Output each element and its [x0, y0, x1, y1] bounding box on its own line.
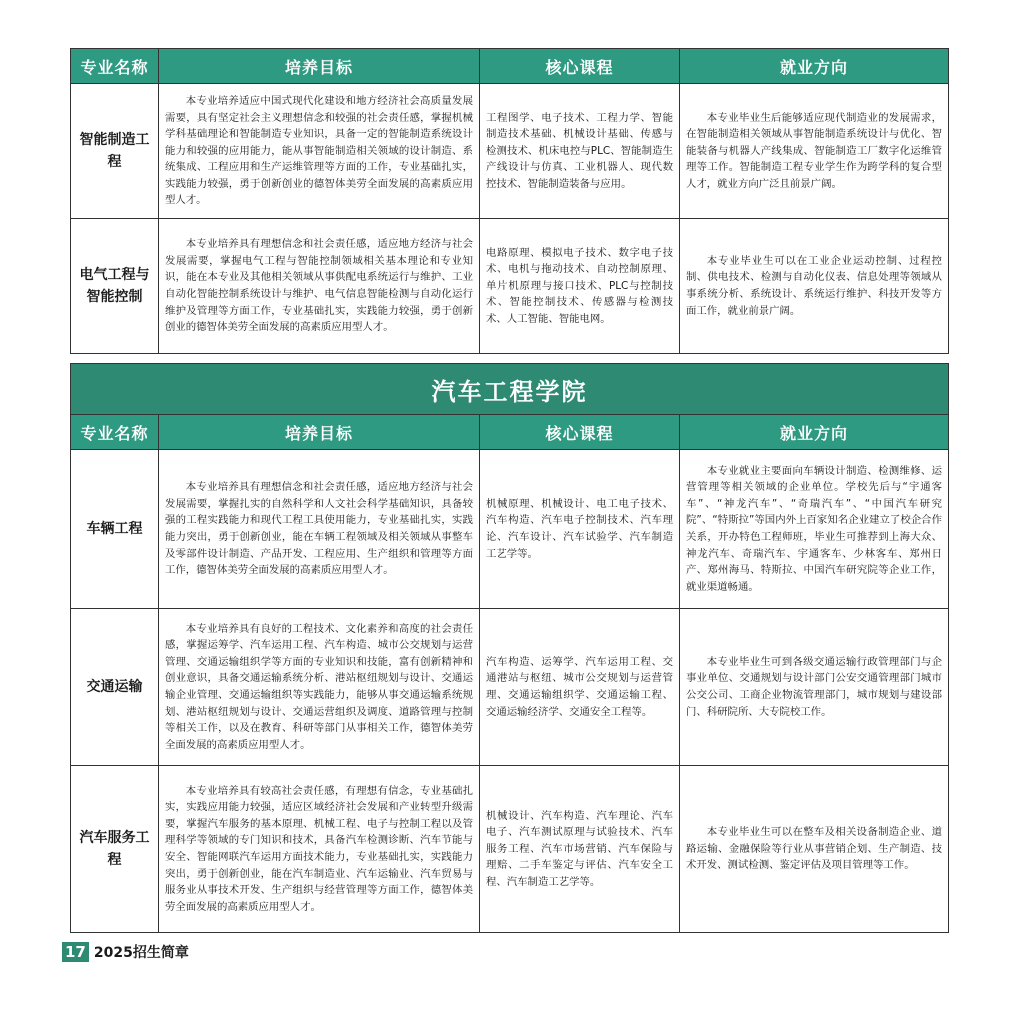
- table-row: [71, 219, 949, 354]
- career-direction: 本专业毕业生后能够适应现代制造业的发展需求，在智能制造相关领域从事智能制造系统设计与优化、智能装备与机器人产线集成、智能制造工厂数字化运维管理等工作。智能制造工程专业学生作为跨学科的复合型人才，就业方向广泛且前景广阔。: [680, 84, 949, 219]
- table-row: [71, 450, 949, 609]
- header-row: [71, 49, 949, 84]
- core-courses: 机械设计、汽车构造、汽车理论、汽车电子、汽车测试原理与试验技术、汽车服务工程、汽车市场营销、汽车保险与理赔、二手车鉴定与评估、汽车安全工程、汽车制造工艺学等。: [480, 766, 680, 933]
- training-goal: 本专业培养具有较高社会责任感，有理想有信念，专业基础扎实，实践应用能力较强，适应区域经济社会发展和产业转型升级需要，掌握汽车服务的基本原理、机械工程、电子与控制工程以及管理科学等领域的专门知识和技术，具备汽车检测诊断、汽车节能与安全、智能网联汽车运用方面技术能力，专业基础扎实，实践能力突出，勇于创新创业，能在汽车制造业、汽车运输业、汽车贸易与服务业从事技术开发、生产组织与经营管理等方面工作，德智体美劳全面发展的高素质应用型人才。: [159, 766, 480, 933]
- header-major-name: 专业名称: [71, 49, 159, 84]
- training-goal: 本专业培养具有良好的工程技术、文化素养和高度的社会责任感，掌握运筹学、汽车运用工程、汽车构造、城市公交规划与运营管理、交通运输组织学等方面的专业知识和技能，富有创新精神和创业意识，具备交通运输系统分析、港站枢纽规划与设计、交通运输企业管理、交通运输组织等实践能力，能够从事交通运输系统规划、港站枢纽规划与设计、交通运营组织及调度、道路管理与控制等相关工作，以及在教育、科研等部门从事相关工作，德智体美劳全面发展的高素质应用型人才。: [159, 609, 480, 766]
- training-goal: 本专业培养具有理想信念和社会责任感，适应地方经济与社会发展需要，掌握扎实的自然科学和人文社会科学基础知识，具备较强的工程实践能力和现代工程工具使用能力，专业基础扎实，实践能力突出，勇于创新创业，能在车辆工程领域及相关领域从事整车及零部件设计制造、产品开发、工程应用、生产组织和管理等方面工作，德智体美劳全面发展的高素质应用型人才。: [159, 450, 480, 609]
- training-goal: 本专业培养适应中国式现代化建设和地方经济社会高质量发展需要，具有坚定社会主义理想信念和较强的社会责任感，掌握机械学科基础理论和智能制造专业知识，具备一定的智能制造系统设计能力和较强的应用能力，能从事智能制造相关领域的设计制造、系统集成、工程应用和生产运维管理等方面的工作，专业基础扎实，实践能力较强，勇于创新创业的德智体美劳全面发展的高素质应用型人才。: [159, 84, 480, 219]
- core-courses: 工程图学、电子技术、工程力学、智能制造技术基础、机械设计基础、传感与检测技术、机床电控与PLC、智能制造生产线设计与仿真、工业机器人、现代数控技术、智能制造装备与应用。: [480, 84, 680, 219]
- header-career-direction: 就业方向: [680, 415, 949, 450]
- page-footer: [62, 942, 189, 962]
- career-direction: 本专业就业主要面向车辆设计制造、检测维修、运营管理等相关领域的企业单位。学校先后与“宇通客车”、“神龙汽车”、“奇瑞汽车”、“中国汽车研究院”、“特斯拉”等国内外上百家知名企业建立了校企合作关系，开办特色工程师班，毕业生可推荐到上海大众、神龙汽车、奇瑞汽车、宇通客车、少林客车、郑州日产、郑州海马、特斯拉、中国汽车研究院等企业工作，就业渠道畅通。: [680, 450, 949, 609]
- core-courses: 机械原理、机械设计、电工电子技术、汽车构造、汽车电子控制技术、汽车理论、汽车设计、汽车试验学、汽车制造工艺学等。: [480, 450, 680, 609]
- section-title: 汽车工程学院: [71, 364, 949, 415]
- table-row: [71, 84, 949, 219]
- major-name: 汽车服务工程: [71, 766, 159, 933]
- header-career-direction: 就业方向: [680, 49, 949, 84]
- core-courses: 电路原理、模拟电子技术、数字电子技术、电机与拖动技术、自动控制原理、单片机原理与接口技术、PLC与控制技术、智能控制技术、传感器与检测技术、人工智能、智能电网。: [480, 219, 680, 354]
- header-major-name: 专业名称: [71, 415, 159, 450]
- core-courses: 汽车构造、运筹学、汽车运用工程、交通港站与枢纽、城市公交规划与运营管理、交通运输组织学、交通运输工程、交通运输经济学、交通安全工程等。: [480, 609, 680, 766]
- section-title-row: [71, 364, 949, 415]
- major-name: 车辆工程: [71, 450, 159, 609]
- table-row: [71, 609, 949, 766]
- major-name: 交通运输: [71, 609, 159, 766]
- page-number: 17: [62, 942, 89, 962]
- major-name: 电气工程与智能控制: [71, 219, 159, 354]
- header-row: [71, 415, 949, 450]
- header-training-goal: 培养目标: [159, 49, 480, 84]
- major-name: 智能制造工程: [71, 84, 159, 219]
- table-row: [71, 766, 949, 933]
- program-table-1: [70, 48, 949, 354]
- brochure-title: 2025招生简章: [93, 945, 189, 961]
- career-direction: 本专业毕业生可以在工业企业运动控制、过程控制、供电技术、检测与自动化仪表、信息处理等领域从事系统分析、系统设计、系统运行维护、科技开发等方面工作，就业前景广阔。: [680, 219, 949, 354]
- career-direction: 本专业毕业生可到各级交通运输行政管理部门与企事业单位、交通规划与设计部门公安交通管理部门城市公交公司、工商企业物流管理部门，城市规划与建设部门、科研院所、大专院校工作。: [680, 609, 949, 766]
- training-goal: 本专业培养具有理想信念和社会责任感，适应地方经济与社会发展需要，掌握电气工程与智能控制领域相关基本理论和专业知识，能在本专业及其他相关领域从事供配电系统运行与维护、工业自动化智能控制系统设计与维护、电气信息智能检测与自动化运行维护及管理等方面工作，专业基础扎实，实践能力较强，勇于创新创业的德智体美劳全面发展的高素质应用型人才。: [159, 219, 480, 354]
- header-core-courses: 核心课程: [480, 49, 680, 84]
- header-training-goal: 培养目标: [159, 415, 480, 450]
- header-core-courses: 核心课程: [480, 415, 680, 450]
- program-table-2: [70, 363, 949, 933]
- career-direction: 本专业毕业生可以在整车及相关设备制造企业、道路运输、金融保险等行业从事营销企划、生产制造、技术开发、测试检测、鉴定评估及项目管理等工作。: [680, 766, 949, 933]
